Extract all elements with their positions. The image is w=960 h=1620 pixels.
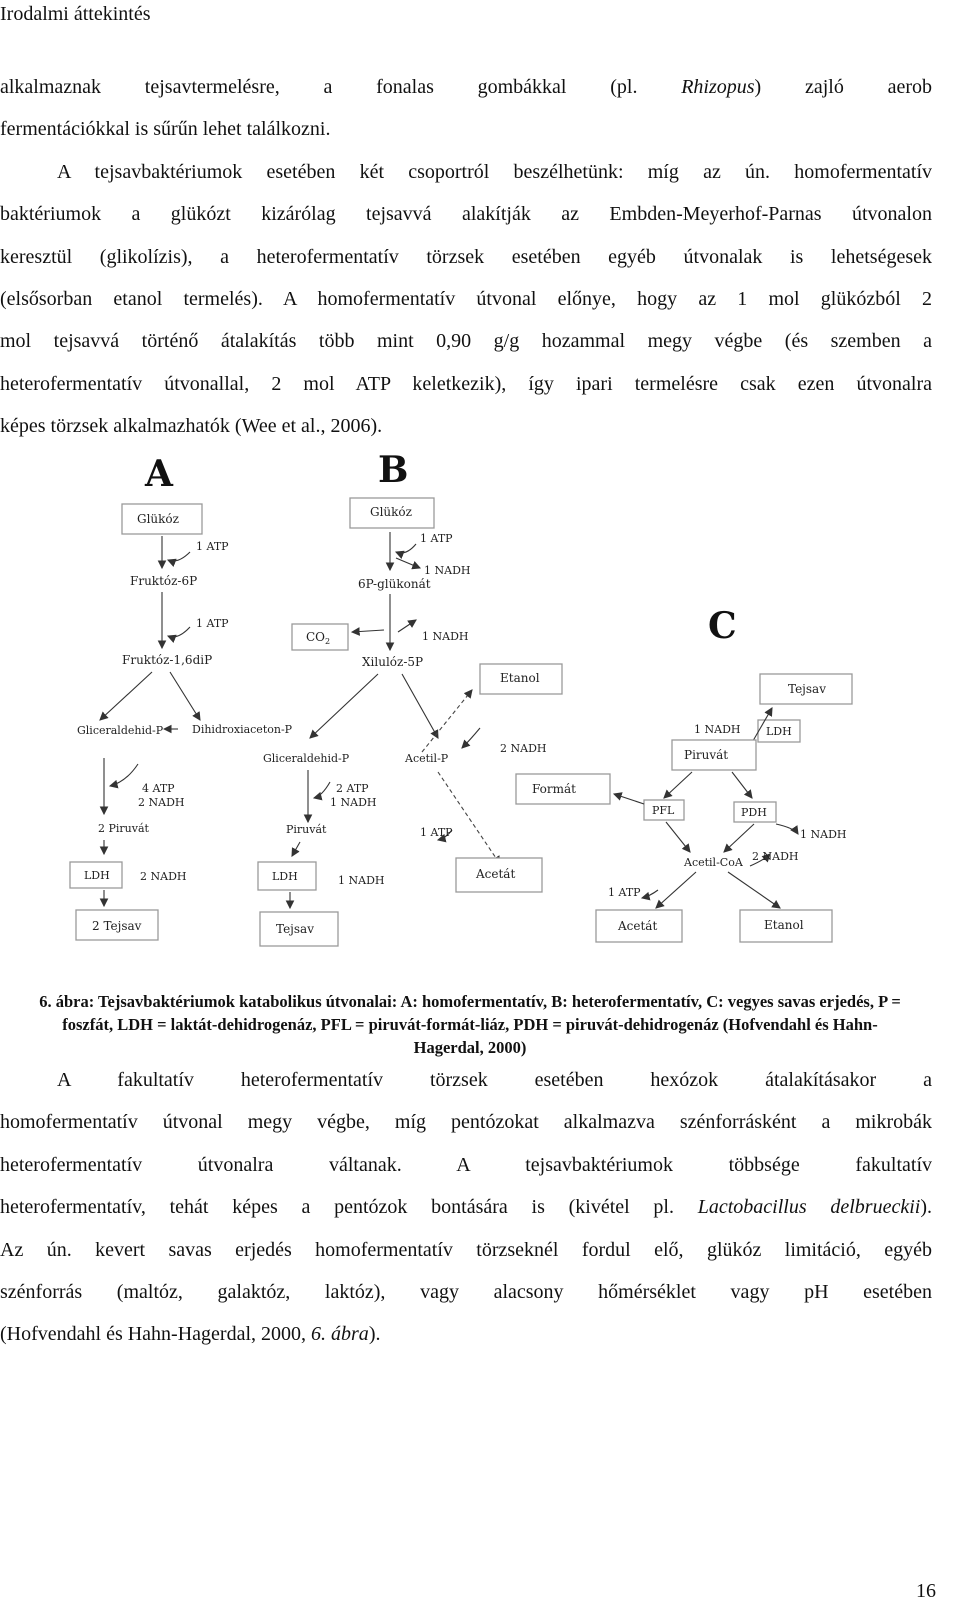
paragraph-2 xyxy=(0,1059,932,1356)
label-b-glukoz: Glükóz xyxy=(370,505,412,519)
label-b-atp1b: 1 ATP xyxy=(420,826,453,839)
paragraph-1-line: heterofermentatív útvonallal, 2 mol ATP keletkezik), így ipari termelésre csak ezen útvonalra xyxy=(0,372,932,395)
paragraph-2-line: A fakultatív heterofermentatív törzsek esetében hexózok átalakításakor a xyxy=(57,1069,932,1091)
arrow xyxy=(462,728,480,748)
arrow xyxy=(398,620,416,632)
arrow xyxy=(438,772,500,864)
label-b-atp1: 1 ATP xyxy=(420,532,453,545)
paragraph-1-line: mol tejsavvá történő átalakítás több mint 0,90 g/g hozammal megy végbe (és szemben a xyxy=(0,330,932,353)
arrow xyxy=(100,672,152,720)
label-c-acetilcoa: Acetil-CoA xyxy=(684,856,743,869)
arrow xyxy=(402,674,438,738)
running-header: Irodalmi áttekintés xyxy=(0,3,151,25)
label-b-nadh1: 1 NADH xyxy=(424,564,471,577)
label-b-acetilp: Acetil-P xyxy=(405,752,449,765)
arrow xyxy=(314,782,330,798)
label-b-tejsav: Tejsav xyxy=(276,922,314,936)
label-b-glukonat: 6P-glükonát xyxy=(358,577,431,591)
label-b-gliceraldehid: Gliceraldehid-P xyxy=(263,752,350,765)
label-a-dihidroxiaceton: Dihidroxiaceton-P xyxy=(192,723,293,736)
label-b-nadh1b: 1 NADH xyxy=(422,630,469,643)
label-a-glukoz: Glükóz xyxy=(137,512,179,526)
figure-letter-a: A xyxy=(145,453,173,495)
label-a-atp1: 1 ATP xyxy=(196,540,229,553)
label-a-fruktoz6p: Fruktóz-6P xyxy=(130,574,198,588)
paragraph-1-line: fermentációkkal is sűrűn lehet találkozni. xyxy=(0,118,331,141)
paragraph-1-line: képes törzsek alkalmazhatók (Wee et al., 2006). xyxy=(0,415,383,438)
label-c-acetat: Acetát xyxy=(618,919,658,933)
label-c-pdh: PDH xyxy=(741,806,767,819)
paragraph-2-line: heterofermentatív, tehát képes a pentózok bontására is (kivétel pl. Lactobacillus delbrueckii). xyxy=(0,1196,932,1219)
arrow xyxy=(664,772,692,798)
arrow xyxy=(292,842,300,856)
arrow xyxy=(724,824,754,852)
label-c-nadh1: 1 NADH xyxy=(694,723,741,736)
label-b-etanol: Etanol xyxy=(500,671,540,685)
label-c-pfl: PFL xyxy=(652,804,675,817)
arrow xyxy=(732,772,752,798)
figure-letter-b: B xyxy=(378,452,409,491)
label-a-ldh: LDH xyxy=(84,869,110,882)
label-a-piruvat2: 2 Piruvát xyxy=(98,822,149,835)
label-a-tejsav2: 2 Tejsav xyxy=(92,919,142,933)
arrow xyxy=(310,674,378,738)
arrow xyxy=(728,872,780,908)
arrow xyxy=(642,890,658,898)
arrow xyxy=(352,630,384,632)
paragraph-1-line: A tejsavbaktériumok esetében két csoportról beszélhetünk: míg az ún. homofermentatív xyxy=(57,160,932,183)
label-b-ldh: LDH xyxy=(272,870,298,883)
figure-letter-c: C xyxy=(708,605,737,647)
label-a-atp2: 1 ATP xyxy=(196,617,229,630)
label-c-etanol: Etanol xyxy=(764,918,804,932)
label-c-atp1: 1 ATP xyxy=(608,886,641,899)
paragraph-2-line: Az ún. kevert savas erjedés homofermentatív törzseknél fordul elő, glükóz limitáció, egyéb xyxy=(0,1238,932,1261)
label-c-ldh: LDH xyxy=(766,725,792,738)
label-b-piruvat: Piruvát xyxy=(286,823,327,836)
arrow xyxy=(776,824,798,834)
arrow xyxy=(656,872,696,908)
paragraph-1-line: alkalmaznak tejsavtermelésre, a fonalas gombákkal (pl. Rhizopus) zajló aerob xyxy=(0,76,932,98)
label-c-format: Formát xyxy=(532,782,576,796)
arrow xyxy=(170,672,200,720)
label-a-gliceraldehid: Gliceraldehid-P xyxy=(77,724,164,737)
label-b-atp2: 2 ATP xyxy=(336,782,369,795)
arrow xyxy=(168,552,190,561)
label-a-nadh2b: 2 NADH xyxy=(140,870,187,883)
arrow xyxy=(110,764,138,786)
paragraph-1 xyxy=(0,66,932,448)
label-a-nadh2: 2 NADH xyxy=(138,796,185,809)
label-b-nadh1d: 1 NADH xyxy=(338,874,385,887)
arrow xyxy=(614,794,644,804)
label-b-co2: $CO_2$ xyxy=(306,630,331,646)
paragraph-2-line: szénforrás (maltóz, galaktóz, laktóz), vagy alacsony hőmérséklet vagy pH esetében xyxy=(0,1281,932,1304)
paragraph-1-line: baktériumok a glükózt kizárólag tejsavvá alakítják az Embden-Meyerhof-Parnas útvonalon xyxy=(0,203,932,226)
label-c-piruvat: Piruvát xyxy=(684,748,729,762)
pathway-diagram xyxy=(60,452,940,982)
paragraph-1-line: (elsősorban etanol termelés). A homofermentatív útvonal előnye, hogy az 1 mol glükózból 2 xyxy=(0,288,932,311)
label-a-atp4: 4 ATP xyxy=(142,782,175,795)
paragraph-2-line: (Hofvendahl és Hahn-Hagerdal, 2000, 6. ábra). xyxy=(0,1323,381,1346)
paragraph-1-line: keresztül (glikolízis), a heterofermentatív törzsek esetében egyéb útvonalak is lehetségesek xyxy=(0,245,932,268)
label-c-tejsav: Tejsav xyxy=(788,682,826,696)
arrow xyxy=(396,558,420,568)
label-b-nadh1c: 1 NADH xyxy=(330,796,377,809)
label-c-nadh1b: 1 NADH xyxy=(800,828,847,841)
page-number: 16 xyxy=(916,1580,936,1602)
label-b-acetat: Acetát xyxy=(476,867,516,881)
arrow xyxy=(422,690,472,752)
arrow xyxy=(168,627,190,637)
label-b-nadh2: 2 NADH xyxy=(500,742,547,755)
arrow xyxy=(666,822,690,852)
pathway-figure xyxy=(60,452,940,982)
paragraph-2-line: homofermentatív útvonal megy végbe, míg pentózokat alkalmazva szénforrásként a mikrobák xyxy=(0,1111,932,1134)
label-c-nadh2: 2 NADH xyxy=(752,850,799,863)
arrow xyxy=(396,544,416,553)
label-a-fruktoz16dip: Fruktóz-1,6diP xyxy=(122,653,213,667)
paragraph-2-line: heterofermentatív útvonalra váltanak. A tejsavbaktériumok többsége fakultatív xyxy=(0,1153,932,1176)
figure-caption: 6. ábra: Tejsavbaktériumok katabolikus útvonalai: A: homofermentatív, B: heterofermentatív, C: vegyes savas erjedés, P = foszfát, LDH = laktát-dehidrogenáz, PFL = piruvát-formát-liáz, PDH = piruvát-dehidrogenáz (Hofvendahl és Hahn-Hagerdal, 2000) xyxy=(39,992,901,1057)
label-b-xilulóz: Xilulóz-5P xyxy=(362,655,424,669)
